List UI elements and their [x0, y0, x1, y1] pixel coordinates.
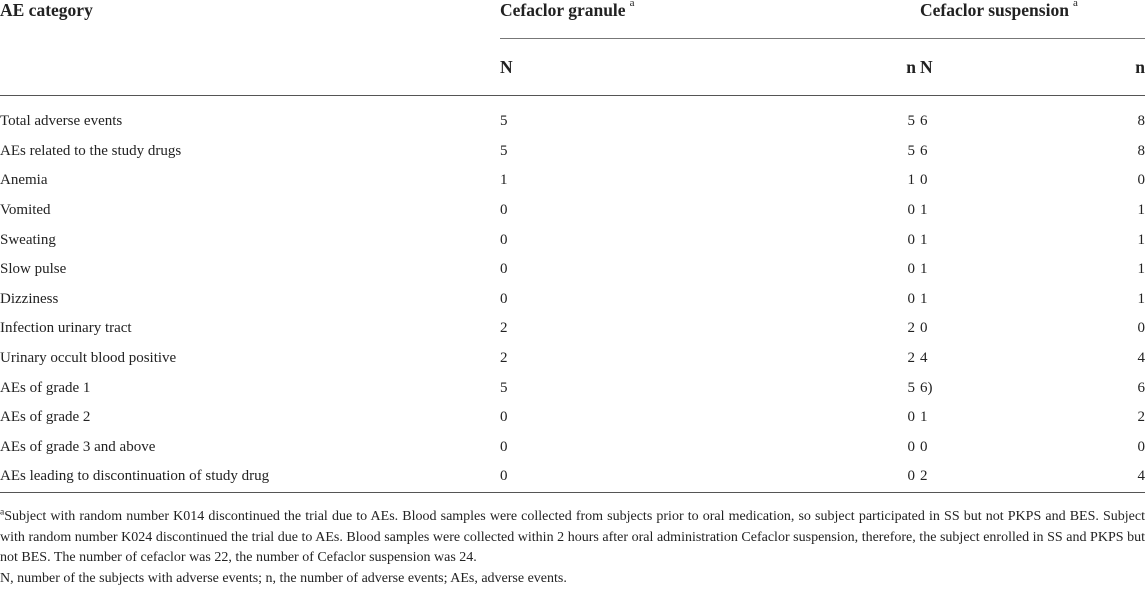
table-row [0, 344, 1145, 374]
table-row [0, 196, 1145, 226]
table-row [0, 373, 1145, 403]
table-row [0, 433, 1145, 463]
header-group-suspension: Cefaclor suspension $^a$ [920, 0, 1145, 39]
cell-granule-N: 5 [500, 142, 508, 159]
cell-suspension-N: 1 [920, 409, 928, 426]
cell-granule-n: 2 [907, 320, 916, 337]
cell-granule-n: 0 [907, 409, 916, 426]
header-granule-N: N [500, 56, 513, 77]
row-label: Total adverse events [0, 113, 123, 130]
cell-suspension-N: 6 [920, 113, 928, 130]
cell-granule-N: 2 [500, 350, 508, 367]
cell-suspension-n: 4 [1125, 462, 1145, 492]
cell-suspension-n: 0 [1137, 172, 1145, 189]
footnote-a: $^a$Subject with random number K014 discontinued the trial due to AEs. Blood samples were collected from subjects prior to oral medication, so subject participated in SS but not PKPS and BES. Subject with random number K024 discontinued the trial due to AEs. Blood samples were collected within 2 hours after oral administration Cefaclor suspension, therefore, the subject enrolled in SS and PKPS but not BES. The number of cefaclor was 22, the number of Cefaclor suspension was 24. [0, 507, 1145, 565]
cell-granule-n: 0 [907, 261, 916, 278]
cell-granule-n: 5 [907, 379, 916, 396]
cell-granule-N: 0 [500, 261, 508, 278]
row-label: Anemia [0, 172, 48, 189]
cell-suspension-N: 1 [920, 231, 928, 248]
cell-suspension-n: 1 [1137, 231, 1145, 248]
cell-granule-N: 5 [500, 113, 508, 130]
footnote-abbreviations: N, number of the subjects with adverse events; n, the number of adverse events; AEs, adverse events. [0, 570, 567, 586]
cell-granule-n: 5 [907, 113, 916, 130]
cell-suspension-n: 8 [1137, 142, 1145, 159]
row-label: AEs of grade 3 and above [0, 438, 156, 455]
cell-suspension-N: 6) [920, 379, 933, 396]
footnotes [0, 507, 1145, 589]
cell-granule-n: 1 [907, 172, 916, 189]
cell-granule-N: 2 [500, 320, 508, 337]
cell-suspension-N: 0 [920, 438, 928, 455]
table-row [0, 462, 1145, 492]
cell-suspension-N: 6 [920, 142, 928, 159]
cell-granule-n: 0 [907, 231, 916, 248]
cell-granule-N: 5 [500, 379, 508, 396]
cell-suspension-n: 1 [1137, 290, 1145, 307]
table-row [0, 137, 1145, 167]
cell-suspension-N: 0 [920, 172, 928, 189]
table-row [0, 255, 1145, 285]
cell-suspension-n: 6 [1137, 379, 1145, 396]
cell-granule-N: 0 [500, 438, 508, 455]
header-row-subcolumns [0, 39, 1145, 96]
table-row [0, 314, 1145, 344]
header-group-granule: Cefaclor granule $^a$ [500, 0, 920, 39]
table-row [0, 285, 1145, 315]
row-label: AEs leading to discontinuation of study drug [0, 462, 500, 492]
header-row-groups [0, 0, 1145, 39]
cell-suspension-N: 1 [920, 261, 928, 278]
cell-granule-N: 0 [500, 290, 508, 307]
row-label: AEs of grade 1 [0, 379, 91, 396]
table-row [0, 403, 1145, 433]
cell-suspension-n: 1 [1137, 202, 1145, 219]
header-suspension-N: N [920, 56, 933, 77]
cell-granule-n: 2 [907, 350, 916, 367]
cell-suspension-n: 0 [1137, 438, 1145, 455]
table-row [0, 166, 1145, 196]
table-body [0, 107, 1145, 492]
header-suspension-n: n [1135, 56, 1145, 77]
cell-suspension-n: 8 [1137, 113, 1145, 130]
row-label: AEs related to the study drugs [0, 142, 182, 159]
row-label: Infection urinary tract [0, 320, 132, 337]
row-label: Dizziness [0, 290, 59, 307]
table-row [0, 107, 1145, 137]
cell-suspension-n: 0 [1137, 320, 1145, 337]
cell-granule-N: 0 [500, 231, 508, 248]
cell-granule-N: 1 [500, 172, 508, 189]
cell-granule-N: 0 [500, 202, 508, 219]
cell-granule-n: 5 [907, 142, 916, 159]
header-granule-n: n [906, 56, 917, 77]
cell-suspension-n: 1 [1137, 261, 1145, 278]
cell-granule-n: 0 [700, 462, 920, 492]
row-label: Urinary occult blood positive [0, 350, 177, 367]
cell-suspension-N: 1 [920, 290, 928, 307]
table-row [0, 225, 1145, 255]
cell-suspension-N: 4 [920, 350, 928, 367]
cell-suspension-N: 1 [920, 202, 928, 219]
cell-suspension-N: 0 [920, 320, 928, 337]
cell-suspension-n: 4 [1137, 350, 1145, 367]
cell-suspension-n: 2 [1137, 409, 1145, 426]
cell-granule-n: 0 [907, 290, 916, 307]
cell-granule-n: 0 [907, 438, 916, 455]
cell-granule-N: 0 [500, 409, 508, 426]
row-label: Vomited [0, 202, 51, 219]
header-empty [0, 39, 500, 96]
cell-suspension-N: 2 [920, 462, 1125, 492]
row-label: AEs of grade 2 [0, 409, 91, 426]
row-label: Slow pulse [0, 261, 67, 278]
row-label: Sweating [0, 231, 56, 248]
cell-granule-n: 0 [907, 202, 916, 219]
header-ae-category: AE category [0, 0, 93, 20]
cell-granule-N: 0 [500, 462, 700, 492]
